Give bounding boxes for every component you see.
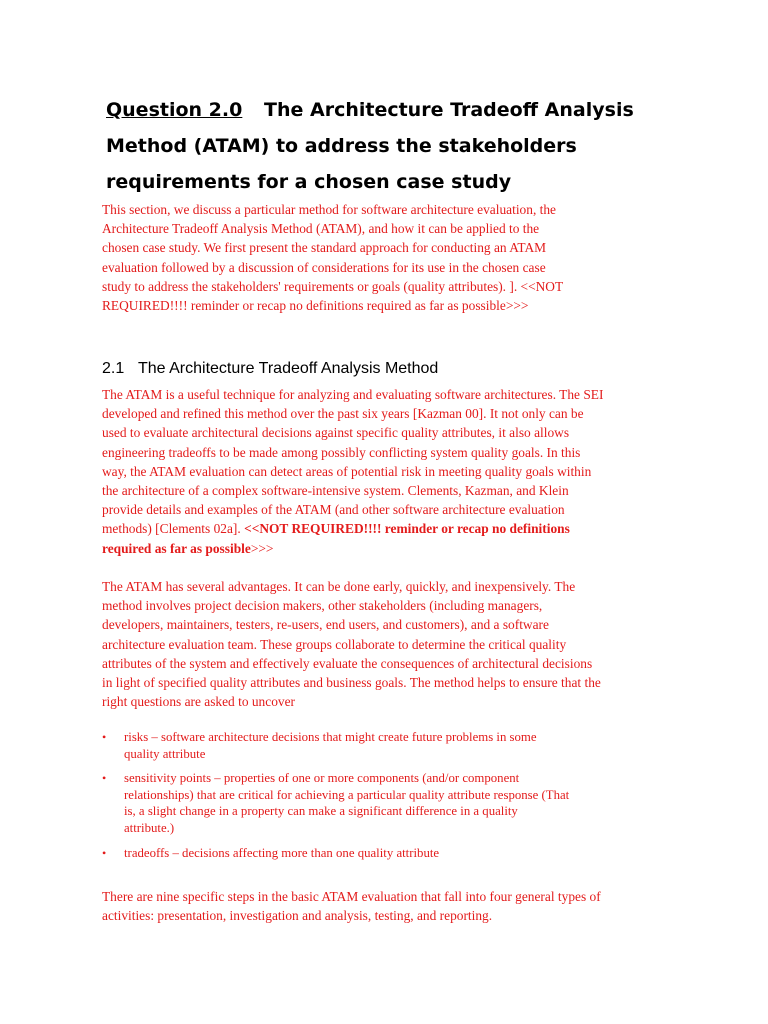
uncover-list: [102, 729, 662, 861]
section-title: The Architecture Tradeoff Analysis Method: [138, 360, 439, 377]
heading-title-line-2: Method (ATAM) to address the stakeholders: [106, 135, 577, 157]
heading-title-line-3: requirements for a chosen case study: [106, 171, 512, 193]
question-heading: [106, 92, 666, 200]
bullet-icon: •: [102, 730, 107, 744]
list-item-text: tradeoffs – decisions affecting more than one quality attribute: [124, 845, 440, 860]
paragraph-text: The ATAM is a useful technique for analyzing and evaluating software architectures. The SEI developed and refined this method over the past six years [Kazman 00]. It not only can be used to evaluate architectural decisions against specific quality attributes, it also allows engineering tradeoffs to be made among possibly conflicting system quality goals. In this way, the ATAM evaluation can detect areas of potential risk in meeting quality goals within the architecture of a complex software-intensive system. Clements, Kazman, and Klein provide details and examples of the ATAM (and other software architecture evaluation methods) [Clements 02a].: [102, 387, 604, 537]
heading-title-line-1: The Architecture Tradeoff Analysis: [264, 99, 634, 121]
section-number: 2.1: [102, 360, 125, 377]
section-heading: [102, 358, 662, 380]
question-label: Question 2.0: [106, 99, 243, 121]
list-item: [102, 770, 662, 836]
bullet-icon: •: [102, 771, 107, 786]
atam-description-paragraph: [102, 385, 662, 558]
list-item: [102, 729, 662, 762]
bullet-icon: •: [102, 845, 107, 860]
list-item: [102, 845, 662, 862]
heading-line-1: [106, 92, 666, 128]
note-tail: >>>: [250, 540, 274, 556]
atam-advantages-paragraph: The ATAM has several advantages. It can be done early, quickly, and inexpensively. The method involves project decision makers, other stakeholders (including managers, developers, maintainers, testers, re-users, end users, and customers), and a software architecture evaluation team. These groups collaborate to determine the critical quality attributes of the system and effectively evaluate the consequences of architectural decisions in light of specified quality attributes and business goals. The method helps to ensure that the right questions are asked to uncover: [102, 579, 601, 710]
intro-paragraph: This section, we discuss a particular method for software architecture evaluation, the Architecture Tradeoff Analysis Method (ATAM), and how it can be applied to the chosen case study. We first present the standard approach for conducting an ATAM evaluation followed by a discussion of considerations for its use in the chosen case study to address the stakeholders' requirements or goals (quality attributes). ]. <<NOT REQUIRED!!!! reminder or recap no definitions required as far as possible>>>: [102, 202, 564, 314]
atam-steps-paragraph: There are nine specific steps in the basic ATAM evaluation that fall into four general types of activities: presentation, investigation and analysis, testing, and reporting.: [102, 889, 601, 924]
list-item-text: sensitivity points – properties of one or more components (and/or component relationships) that are critical for achieving a particular quality attribute response (That is, a slight change in a property can make a significant difference in a quality attribute.): [124, 771, 570, 835]
list-item-text: risks – software architecture decisions that might create future problems in some quality attribute: [124, 730, 537, 761]
not-required-note: <<NOT REQUIRED!!!! reminder or recap no definitions required as far as possible: [102, 521, 570, 556]
